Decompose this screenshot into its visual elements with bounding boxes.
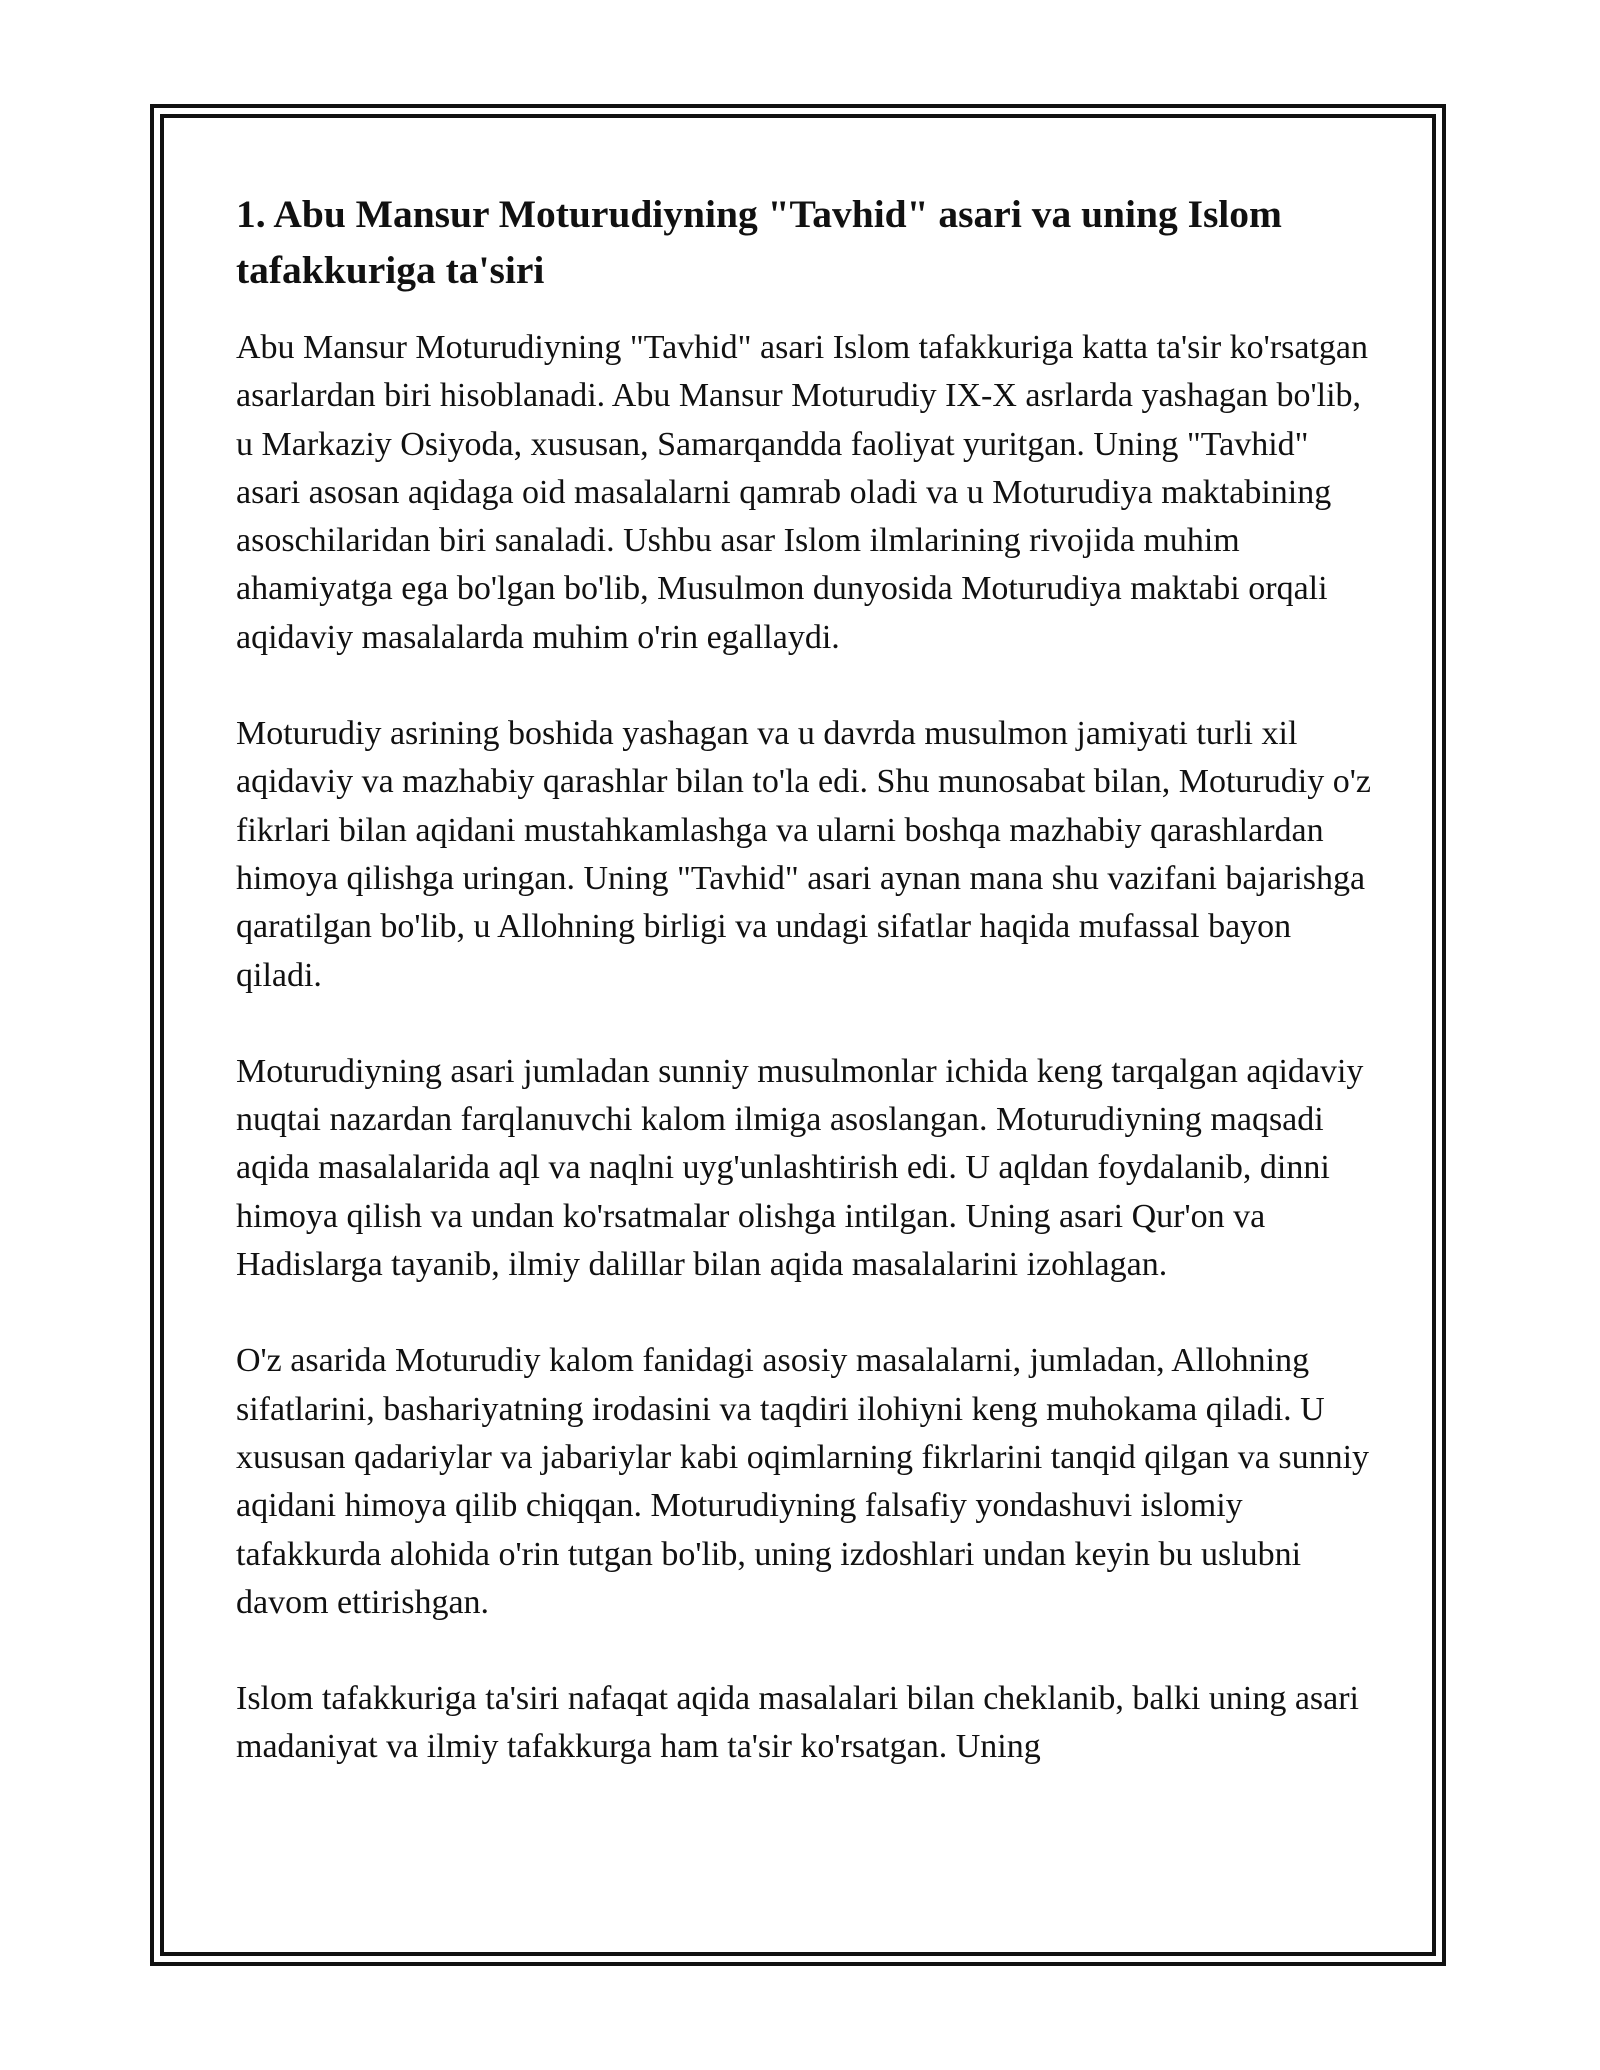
section-heading: 1. Abu Mansur Moturudiyning "Tavhid" asari va uning Islom tafakkuriga ta'siri <box>236 192 1282 292</box>
document-body <box>236 186 1376 1820</box>
paragraph-1: Abu Mansur Moturudiyning "Tavhid" asari Islom tafakkuriga katta ta'sir ko'rsatgan asarlardan biri hisoblanadi. Abu Mansur Moturudiy IX-X asrlarda yashagan bo'lib, u Markaziy Osiyoda, xususan, Samarqandda faoliyat yuritgan. Uning "Tavhid" asari asosan aqidaga oid masalalarni qamrab oladi va u Moturudiya maktabining asoschilaridan biri sanaladi. Ushbu asar Islom ilmlarining rivojida muhim ahamiyatga ega bo'lgan bo'lib, Musulmon dunyosida Moturudiya maktabi orqali aqidaviy masalalarda muhim o'rin egallaydi. <box>236 329 1368 656</box>
paragraph-3: Moturudiyning asari jumladan sunniy musulmonlar ichida keng tarqalgan aqidaviy nuqtai nazardan farqlanuvchi kalom ilmiga asoslangan. Moturudiyning maqsadi aqida masalalarida aql va naqlni uyg'unlashtirish edi. U aqldan foydalanib, dinni himoya qilish va undan ko'rsatmalar olishga intilgan. Uning asari Qur'on va Hadislarga tayanib, ilmiy dalillar bilan aqida masalalarini izohlagan. <box>236 1052 1364 1284</box>
paragraph-4: O'z asarida Moturudiy kalom fanidagi asosiy masalalarni, jumladan, Allohning sifatlarini, bashariyatning irodasini va taqdiri ilohiyni keng muhokama qiladi. U xususan qadariylar va jabariylar kabi oqimlarning fikrlarini tanqid qilgan va sunniy aqidani himoya qilib chiqqan. Moturudiyning falsafiy yondashuvi islomiy tafakkurda alohida o'rin tutgan bo'lib, uning izdoshlari undan keyin bu uslubni davom ettirishgan. <box>236 1342 1370 1621</box>
paragraph-2: Moturudiy asrining boshida yashagan va u davrda musulmon jamiyati turli xil aqidaviy va mazhabiy qarashlar bilan to'la edi. Shu munosabat bilan, Moturudiy o'z fikrlari bilan aqidani mustahkamlashga va ularni boshqa mazhabiy qarashlardan himoya qilishga uringan. Uning "Tavhid" asari aynan mana shu vazifani bajarishga qaratilgan bo'lib, u Allohning birligi va undagi sifatlar haqida mufassal bayon qiladi. <box>236 715 1371 994</box>
paragraph-5: Islom tafakkuriga ta'siri nafaqat aqida masalalari bilan cheklanib, balki uning asari madaniyat va ilmiy tafakkurga ham ta'sir ko'rsatgan. Uning <box>236 1680 1359 1766</box>
